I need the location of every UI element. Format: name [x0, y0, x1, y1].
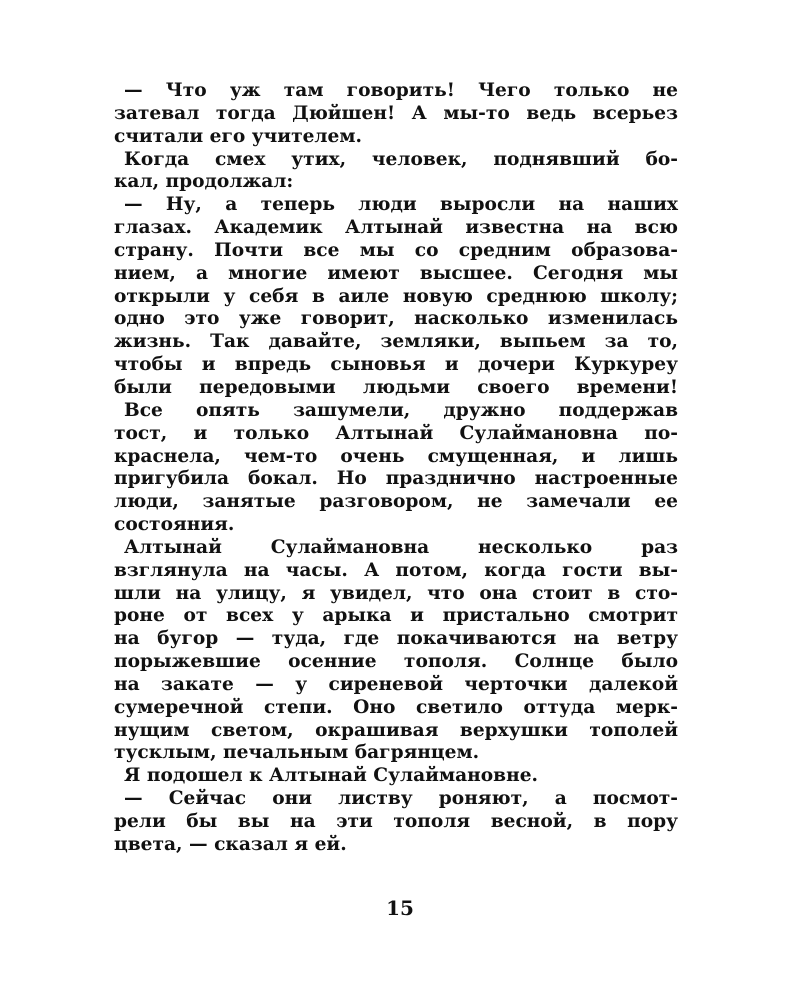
- text-line: на закате — у сиреневой черточки далекой: [114, 673, 678, 695]
- text-line: Я подошел к Алтынай Сулаймановне.: [124, 765, 539, 787]
- text-line: жизнь. Так давайте, земляки, выпьем за то,: [114, 331, 678, 353]
- text-line: чтобы и впредь сыновья и дочери Куркуреу: [114, 354, 678, 376]
- text-line: Все опять зашумели, дружно поддержав: [124, 399, 678, 421]
- text-line: роне от всех у арыка и пристально смотрит: [114, 605, 678, 627]
- text-line: считали его учителем.: [114, 125, 362, 147]
- text-line: сумеречной степи. Оно светило оттуда мерк-: [114, 696, 678, 718]
- text-line: Когда смех утих, человек, поднявший бо-: [124, 148, 678, 170]
- text-line: были передовыми людьми своего времени!: [114, 376, 678, 398]
- text-line: взглянула на часы. А потом, когда гости вы-: [114, 559, 678, 581]
- page-text: [114, 80, 678, 857]
- text-line: порыжевшие осенние тополя. Солнце было: [114, 651, 678, 673]
- text-line: рели бы вы на эти тополя весной, в пору: [114, 811, 678, 832]
- text-line: цвета, — сказал я ей.: [114, 833, 347, 855]
- text-line: — Ну, а теперь люди выросли на наших: [124, 194, 678, 216]
- text-line: — Что уж там говорить! Чего только не: [124, 80, 678, 101]
- text-line: одно это уже говорит, насколько изменилась: [114, 308, 678, 330]
- text-line: шли на улицу, я увидел, что она стоит в сто-: [114, 582, 678, 604]
- text-line: затевал тогда Дюйшен! А мы-то ведь всерьез: [114, 102, 678, 124]
- text-line: тусклым, печальным багрянцем.: [114, 742, 480, 764]
- text-line: кал, продолжал:: [114, 171, 294, 193]
- text-line: страну. Почти все мы со средним образова-: [114, 239, 678, 261]
- text-line: открыли у себя в аиле новую среднюю школу;: [114, 285, 678, 307]
- text-line: люди, занятые разговором, не замечали ее: [114, 491, 678, 513]
- text-line: тост, и только Алтынай Сулаймановна по-: [114, 422, 678, 444]
- text-line: на бугор — туда, где покачиваются на ветру: [114, 628, 678, 650]
- text-line: нием, а многие имеют высшее. Сегодня мы: [114, 262, 678, 284]
- text-line: состояния.: [114, 514, 235, 536]
- text-line: краснела, чем-то очень смущенная, и лишь: [114, 445, 678, 467]
- text-line: нущим светом, окрашивая верхушки тополей: [114, 719, 678, 741]
- text-line: пригубила бокал. Но празднично настроенные: [114, 468, 678, 490]
- text-line: глазах. Академик Алтынай известна на всю: [114, 217, 678, 239]
- text-line: — Сейчас они листву роняют, а посмот-: [124, 788, 678, 810]
- page-number: 15: [386, 896, 414, 920]
- text-line: Алтынай Сулаймановна несколько раз: [124, 536, 678, 558]
